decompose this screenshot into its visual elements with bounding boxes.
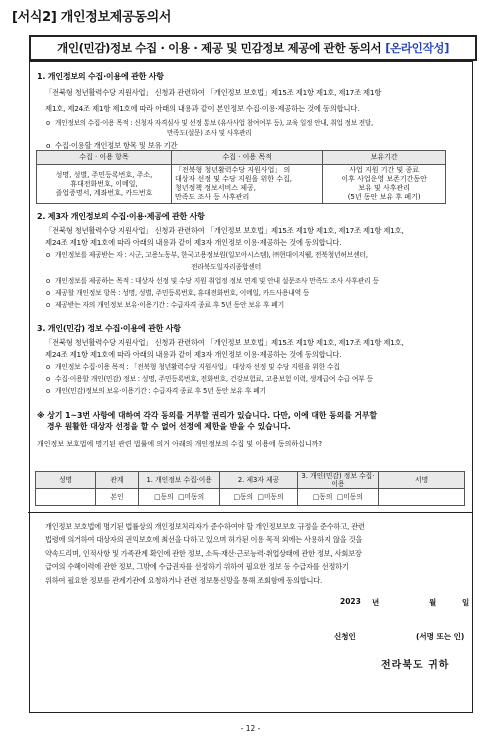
page-number: - 12 - [240, 724, 261, 733]
table-header: 성명 [36, 472, 96, 489]
section-3 [37, 322, 469, 397]
table-header: 3. 개인(민감) 정보 수집·이용 [297, 472, 379, 489]
section-1-purpose-line-2: 만족도(설문) 조사 및 사후관리 [167, 129, 252, 137]
section-2 [37, 210, 469, 311]
section-3-para-1: 「전북형 청년활력수당 지원사업」 신청과 관련하여 「개인정보 보호법」제15조 제1항 제1호, 제17조 제1항 제1호, [45, 338, 404, 347]
section-3-para-2: 제24조 제1항 제1호에 따라 아래의 내용과 같이 제3자 개인정보 이용·제공하는 것에 동의합니다. [45, 350, 342, 359]
document-title [29, 35, 477, 61]
consent-3-cell [297, 489, 379, 506]
consent-2-agree-checkbox[interactable]: □동의 [233, 493, 254, 501]
cell-line: 보유 및 사후관리 [358, 184, 411, 192]
table-header: 관계 [96, 472, 139, 489]
cell-line: 성명, 성별, 주민등록번호, 주소, [55, 170, 153, 179]
cell-line: 대상자 선정 및 수당 지원을 위한 수집, [174, 175, 292, 183]
cell-line: 사업 지원 기간 및 종료 [349, 166, 420, 174]
cell-line: 이후 사업운영 보존기간동안 [341, 175, 427, 183]
date-year: 2023 [340, 597, 361, 606]
section-3-period: o 개인(민감)정보의 보유·이용기간 : 수급자격 종료 후 5년 동안 보유 후 폐기 [37, 385, 469, 397]
relation-cell: 본인 [96, 489, 139, 506]
statement-line: 약속드리며, 인적사항 및 가족관계 확인에 관한 정보, 소득·재산·근로능력·취업상태에 관한 정보, 사회보장 [45, 548, 362, 558]
cell-line: 휴대전화번호, 이메일, [70, 179, 138, 188]
consent-1-cell [138, 489, 220, 506]
section-2-period: o 제공받는 자의 개인정보 보유·이용기간 : 수급자격 종료 후 5년 동안 보유 후 폐기 [37, 299, 469, 311]
signature-cell[interactable] [379, 489, 465, 506]
consent-3-agree-checkbox[interactable]: □동의 [312, 493, 333, 501]
form-title: [서식2] 개인정보제공동의서 [12, 10, 172, 25]
section-1-items-label: o 수집·이용할 개인정보 항목 및 보유 기간 [37, 139, 469, 152]
section-2-heading: 2. 제3자 개인정보의 수집·이용·제공에 관한 사항 [37, 212, 205, 221]
consent-table [35, 471, 465, 506]
section-2-items: o 제공할 개인정보 항목 : 성명, 성별, 주민등록번호, 휴대전화번호, 이메일, 카드사용내역 등 [37, 287, 469, 299]
collection-items-table [36, 150, 446, 204]
date-day-unit: 일 [462, 598, 470, 607]
section-1 [37, 70, 469, 152]
consent-1-agree-checkbox[interactable]: □동의 [154, 493, 174, 501]
consent-2-cell [220, 489, 297, 506]
section-2-recipients [37, 249, 469, 273]
section-3-heading: 3. 개인(민감) 정보 수집·이용에 관한 사항 [37, 324, 181, 333]
table-header: 수집 · 이용 목적 [171, 151, 322, 165]
table-cell-period [323, 165, 446, 204]
divider [28, 512, 472, 513]
signer-label: 신청인 [334, 632, 356, 641]
section-2-para-1: 「전북형 청년활력수당 지원사업」 신청과 관련하여 「개인정보 보호법」제15조 제1항 제1호, 제17조 제1항 제1호, [45, 226, 404, 235]
section-1-purpose-line-1: 개인정보의 수집·이용 목적 : 신청자 자격심사 및 선정 통보 (유사사업 참여여부 등), 교육 일정 안내, 취업 정보 전달, [55, 119, 374, 127]
name-cell[interactable] [36, 489, 96, 506]
section-2-recipients-line-1: 개인정보를 제공받는 자 : 시군, 고용노동부, 한국고용정보원(일모아시스템), ㈜현대이지웰, 전북청년허브센터, [55, 251, 368, 259]
cell-line: 「전북형 청년활력수당 지원사업」 의 [174, 166, 291, 174]
statement-line: 법령에 의거하여 대상자의 권익보호에 최선을 다하고 있으며 허가된 이용 목적 외에는 사용하지 않을 것을 [45, 535, 363, 545]
refusal-warning [37, 410, 465, 432]
sign-note: (서명 또는 인) [416, 632, 465, 641]
table-header: 수집 · 이용 항목 [37, 151, 172, 165]
section-1-para-1: 「전북형 청년활력수당 지원사업」 신청과 관련하여 「개인정보 보호법」제15조 제1항 제1호, 제17조 제1항 [45, 88, 382, 97]
table-header: 1. 개인정보 수집·이용 [138, 472, 220, 489]
refusal-warning-line-1: ※ 상기 1~3번 사항에 대하여 각각 동의를 거부할 권리가 있습니다. 다만, 이에 대한 동의를 거부할 [37, 411, 378, 420]
section-2-para-2: 제24조 제1항 제1호에 따라 아래의 내용과 같이 제3자 개인정보 이용·제공하는 것에 동의합니다. [45, 238, 342, 247]
table-cell-items [37, 165, 172, 204]
consent-3-disagree-checkbox[interactable]: □미동의 [336, 493, 363, 501]
section-3-items: o 수집·이용할 개인(민감) 정보 : 성명, 주민등록번호, 전화번호, 건강보험료, 고용보험 이력, 생계급여 수급 여부 등 [37, 373, 469, 385]
statement-line: 개인정보 보호법에 명기된 법률상의 개인정보처리자가 준수하여야 할 개인정보보호 규정을 준수하고, 관련 [45, 522, 365, 531]
cell-line: (5년 동안 보유 후 폐기) [347, 193, 421, 201]
table-header: 2. 제3자 제공 [220, 472, 297, 489]
date-month-unit: 월 [429, 598, 437, 607]
cell-line: 청년정책 정보서비스 제공, [174, 184, 257, 192]
document-title-text: 개인(민감)정보 수집 · 이용 · 제공 및 민감정보 제공에 관한 동의서 [57, 41, 382, 55]
consent-question: 개인정보 보호법에 명기된 관련 법률에 의거 아래의 개인정보의 수집 및 이용에 동의하십니까? [37, 440, 323, 448]
section-1-purpose [37, 118, 469, 138]
statement-line: 급여의 수혜이력에 관한 정보, 그밖에 수급권자를 선정하기 위하여 필요한 정보 등 수급자를 선정하기 [45, 562, 349, 572]
section-2-recipients-line-2: 전라북도일자리종합센터 [191, 263, 262, 271]
table-header: 보유기간 [323, 151, 446, 165]
refusal-warning-line-2: 경우 원활한 대상자 선정을 할 수 없어 선정에 제한을 받을 수 있습니다. [47, 422, 291, 431]
table-cell-purpose [171, 165, 322, 204]
table-header: 서명 [379, 472, 465, 489]
statement [45, 520, 465, 587]
statement-line: 위하여 필요한 정보를 관계기관에 요청하거나 관련 정보통신망을 통해 조회함에 동의합니다. [45, 575, 323, 585]
consent-1-disagree-checkbox[interactable]: □미동의 [178, 493, 205, 501]
cell-line: 졸업증명서, 계좌번호, 카드번호 [55, 188, 153, 197]
section-2-purpose: o 개인정보를 제공하는 목적 : 대상자 선정 및 수당 지원 취업정 정보 연계 및 안내 설문조사 만족도 조사 사후관리 등 [37, 275, 469, 287]
section-1-para-2: 제1호, 제24조 제1항 제1호에 따라 아래의 내용과 같이 본인정보 수집·이용·제공하는 것에 동의합니다. [45, 104, 360, 113]
online-tag: [온라인작성] [385, 41, 449, 55]
recipient: 전라북도 귀하 [381, 660, 450, 671]
section-3-purpose: o 개인정보 수집·이용 목적 : 「전북형 청년활력수당 지원사업」 대상자 선정 및 수당 지원을 위한 수집 [37, 361, 469, 373]
cell-line: 만족도 조사 등 사후관리 [174, 193, 250, 201]
consent-2-disagree-checkbox[interactable]: □미동의 [257, 493, 284, 501]
date-year-unit: 년 [372, 598, 380, 607]
section-1-heading: 1. 개인정보의 수집·이용에 관한 사항 [37, 72, 164, 81]
